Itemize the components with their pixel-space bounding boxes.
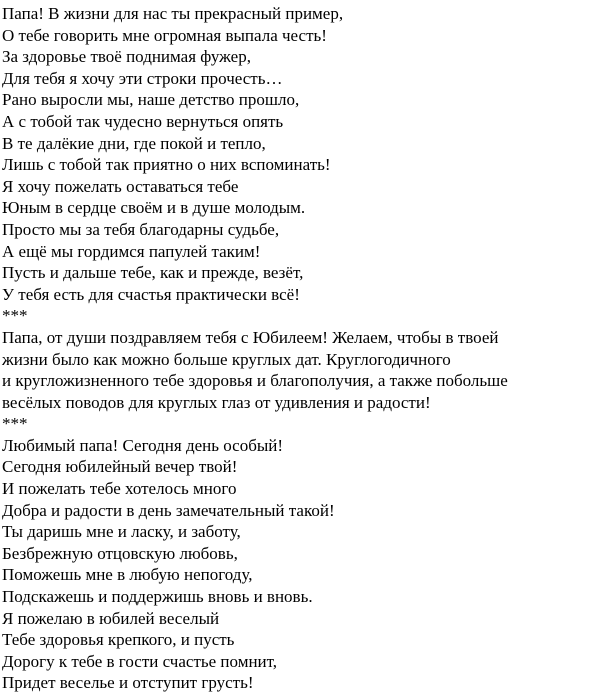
poem-line: Я хочу пожелать оставаться тебе [2,176,239,196]
poem-2 [2,435,616,694]
section-separator: *** [2,414,28,434]
poem-line: Безбрежную отцовскую любовь, [2,543,238,563]
poem-line: И пожелать тебе хотелось много [2,479,237,499]
poem-line: Я пожелаю в юбилей веселый [2,608,220,628]
greeting-line: Папа, от души поздравляем тебя с Юбилеем! Желаем, чтобы в твоей [2,327,499,347]
prose-greeting [2,327,616,413]
poem-line: О тебе говорить мне огромная выпала честь! [2,25,327,45]
poem-line: Тебе здоровья крепкого, и пусть [2,630,235,650]
poem-line: Подскажешь и поддержишь вновь и вновь. [2,587,313,607]
poem-line: Любимый папа! Сегодня день особый! [2,435,284,455]
poem-line: Для тебя я хочу эти строки прочесть… [2,68,283,88]
poem-line: Дорогу к тебе в гости счастье помнит, [2,651,278,671]
poem-line: В те далёкие дни, где покой и тепло, [2,133,266,153]
poem-line: Юным в сердце своём и в душе молодым. [2,198,306,218]
section-separator: *** [2,306,28,326]
greeting-line: весёлых поводов для круглых глаз от удивления и радости! [2,392,431,412]
poem-line: Рано выросли мы, наше детство прошло, [2,90,300,110]
poem-line: Добра и радости в день замечательный такой! [2,500,335,520]
poem-1 [2,3,616,305]
greeting-line: и кругложизненного тебе здоровья и благополучия, а также побольше [2,371,508,391]
poem-line: Придет веселье и отступит грусть! [2,673,254,693]
poem-line: А ещё мы гордимся папулей таким! [2,241,261,261]
poem-line: За здоровье твоё поднимая фужер, [2,47,251,67]
poem-line: Сегодня юбилейный вечер твой! [2,457,238,477]
poem-line: Лишь с тобой так приятно о них вспоминать! [2,155,331,175]
poem-line: Просто мы за тебя благодарны судьбе, [2,219,280,239]
poem-line: Ты даришь мне и ласку, и заботу, [2,522,241,542]
poem-line: Пусть и дальше тебе, как и прежде, везёт, [2,263,304,283]
poem-line: Поможешь мне в любую непогоду, [2,565,253,585]
poem-line: У тебя есть для счастья практически всё! [2,284,300,304]
poem-line: А с тобой так чудесно вернуться опять [2,111,284,131]
poem-line: Папа! В жизни для нас ты прекрасный пример, [2,4,344,23]
greeting-line: жизни было как можно больше круглых дат. Круглогодичного [2,349,451,369]
